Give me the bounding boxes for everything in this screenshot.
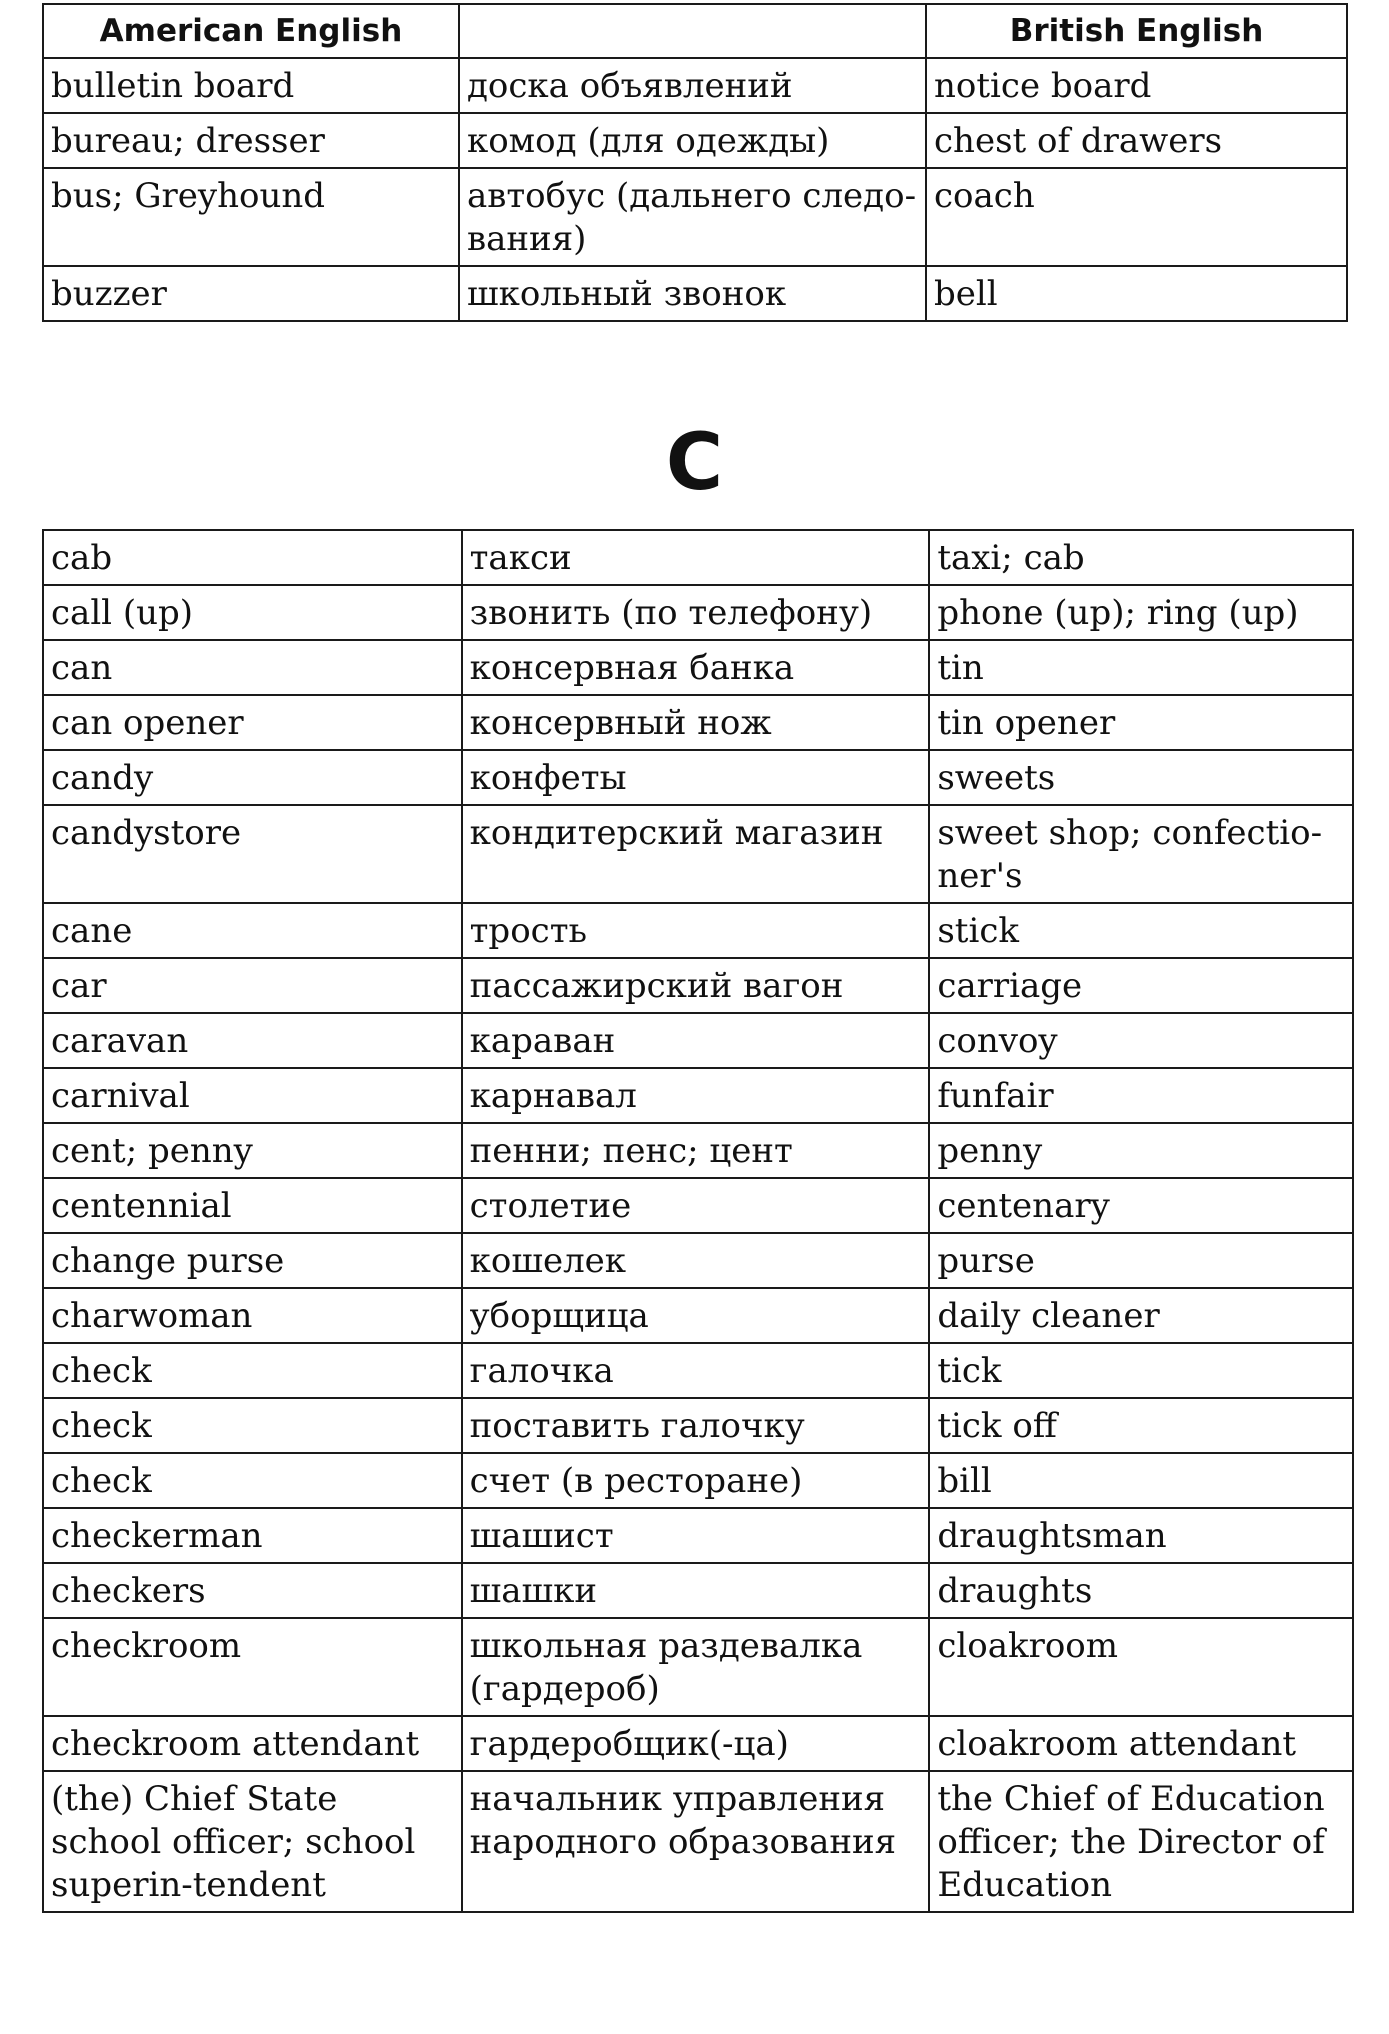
american-term-cell: (the) Chief State school officer; school superin-tendent [43,1771,462,1912]
header-middle [459,4,926,58]
american-term-cell: buzzer [43,266,459,321]
russian-term-cell: автобус (дальнего следо-вания) [459,168,926,266]
american-term-cell: carnival [43,1068,462,1123]
american-term-cell: change purse [43,1233,462,1288]
american-term-cell: caravan [43,1013,462,1068]
russian-term-cell: комод (для одежды) [459,113,926,168]
british-term-cell: tin [929,640,1353,695]
american-term-cell: can [43,640,462,695]
table-row [43,1288,1353,1343]
russian-term-cell: столетие [462,1178,930,1233]
russian-term-cell: галочка [462,1343,930,1398]
table-row [43,1508,1353,1563]
american-term-cell: car [43,958,462,1013]
british-term-cell: coach [926,168,1347,266]
table-row [43,903,1353,958]
american-term-cell: bureau; dresser [43,113,459,168]
british-term-cell: purse [929,1233,1353,1288]
table-row [43,805,1353,903]
british-term-cell: funfair [929,1068,1353,1123]
british-term-cell: sweet shop; confectio-ner's [929,805,1353,903]
american-term-cell: cent; penny [43,1123,462,1178]
header-american: American English [43,4,459,58]
british-term-cell: taxi; cab [929,530,1353,585]
british-term-cell: carriage [929,958,1353,1013]
russian-term-cell: уборщица [462,1288,930,1343]
american-term-cell: bus; Greyhound [43,168,459,266]
british-term-cell: bell [926,266,1347,321]
russian-term-cell: караван [462,1013,930,1068]
british-term-cell: phone (up); ring (up) [929,585,1353,640]
table-row [43,1013,1353,1068]
russian-term-cell: пассажирский вагон [462,958,930,1013]
table-row [43,1771,1353,1912]
russian-term-cell: школьный звонок [459,266,926,321]
british-term-cell: chest of drawers [926,113,1347,168]
russian-term-cell: пенни; пенс; цент [462,1123,930,1178]
american-term-cell: charwoman [43,1288,462,1343]
table-row [43,958,1353,1013]
american-term-cell: can opener [43,695,462,750]
russian-term-cell: шашки [462,1563,930,1618]
british-term-cell: the Chief of Education officer; the Director of Education [929,1771,1353,1912]
british-term-cell: tick [929,1343,1353,1398]
british-term-cell: penny [929,1123,1353,1178]
russian-term-cell: кондитерский магазин [462,805,930,903]
british-term-cell: sweets [929,750,1353,805]
american-term-cell: check [43,1398,462,1453]
russian-term-cell: начальник управления народного образования [462,1771,930,1912]
american-term-cell: cab [43,530,462,585]
section-letter: C [665,418,724,508]
russian-term-cell: консервная банка [462,640,930,695]
british-term-cell: tick off [929,1398,1353,1453]
russian-term-cell: звонить (по телефону) [462,585,930,640]
top-vocabulary-table [42,3,1348,322]
american-term-cell: bulletin board [43,58,459,113]
russian-term-cell: поставить галочку [462,1398,930,1453]
russian-term-cell: гардеробщик(-ца) [462,1716,930,1771]
british-term-cell: tin opener [929,695,1353,750]
american-term-cell: cane [43,903,462,958]
table-row [43,113,1347,168]
table-row [43,266,1347,321]
table-row [43,1233,1353,1288]
american-term-cell: candy [43,750,462,805]
c-vocabulary-table [42,529,1354,1913]
british-term-cell: notice board [926,58,1347,113]
table-row [43,58,1347,113]
russian-term-cell: карнавал [462,1068,930,1123]
russian-term-cell: кошелек [462,1233,930,1288]
british-term-cell: stick [929,903,1353,958]
table-row [43,585,1353,640]
header-british: British English [926,4,1347,58]
british-term-cell: cloakroom [929,1618,1353,1716]
russian-term-cell: шашист [462,1508,930,1563]
header-row [43,4,1347,58]
russian-term-cell: доска объявлений [459,58,926,113]
american-term-cell: call (up) [43,585,462,640]
table-row [43,1123,1353,1178]
table-row [43,640,1353,695]
russian-term-cell: такси [462,530,930,585]
table-row [43,1343,1353,1398]
table-row [43,168,1347,266]
american-term-cell: checkerman [43,1508,462,1563]
british-term-cell: draughtsman [929,1508,1353,1563]
british-term-cell: bill [929,1453,1353,1508]
british-term-cell: centenary [929,1178,1353,1233]
russian-term-cell: счет (в ресторане) [462,1453,930,1508]
table-row [43,1398,1353,1453]
american-term-cell: candystore [43,805,462,903]
table-row [43,1178,1353,1233]
american-term-cell: checkers [43,1563,462,1618]
american-term-cell: check [43,1343,462,1398]
british-term-cell: cloakroom attendant [929,1716,1353,1771]
table-row [43,530,1353,585]
table-row [43,695,1353,750]
american-term-cell: check [43,1453,462,1508]
british-term-cell: draughts [929,1563,1353,1618]
american-term-cell: checkroom attendant [43,1716,462,1771]
table-row [43,1453,1353,1508]
american-term-cell: checkroom [43,1618,462,1716]
russian-term-cell: конфеты [462,750,930,805]
russian-term-cell: консервный нож [462,695,930,750]
table-row [43,750,1353,805]
british-term-cell: daily cleaner [929,1288,1353,1343]
table-row [43,1618,1353,1716]
british-term-cell: convoy [929,1013,1353,1068]
table-row [43,1716,1353,1771]
russian-term-cell: трость [462,903,930,958]
russian-term-cell: школьная раздевалка (гардероб) [462,1618,930,1716]
american-term-cell: centennial [43,1178,462,1233]
table-row [43,1563,1353,1618]
table-row [43,1068,1353,1123]
